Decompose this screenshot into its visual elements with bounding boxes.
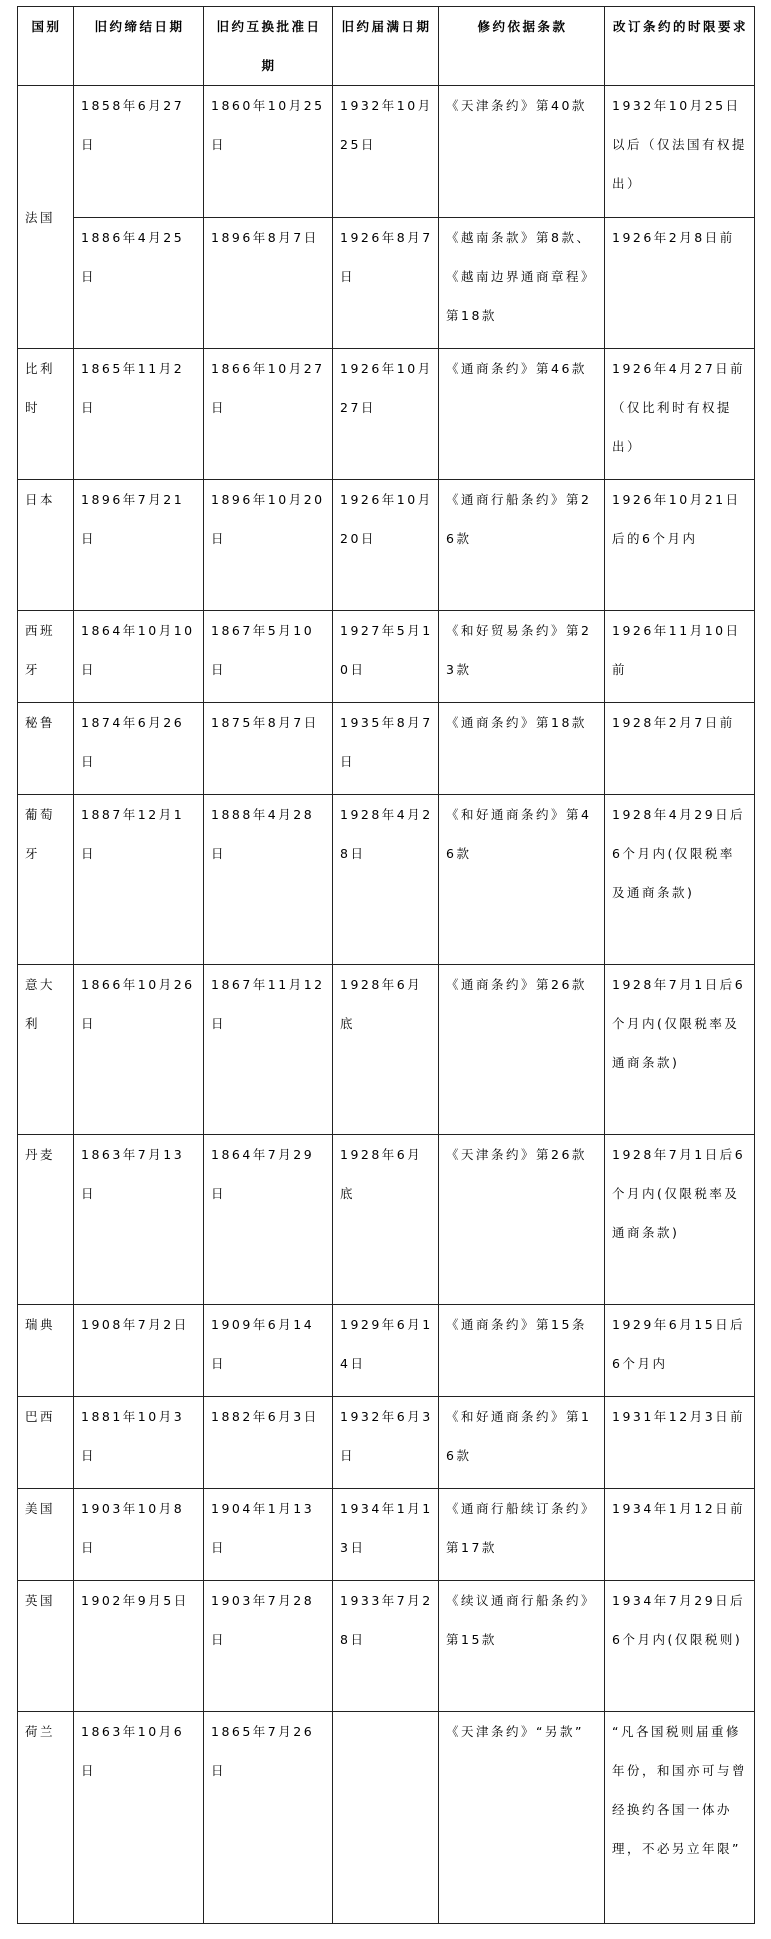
table-row [18,965,755,1135]
cell-country: 西班牙 [18,611,74,703]
cell-clause: 《通商行船续订条约》第17款 [439,1489,605,1581]
cell-clause: 《和好通商条约》第16款 [439,1397,605,1489]
cell-country: 日本 [18,480,74,611]
cell-expires: 1926年8月7日 [333,218,439,349]
table-row [18,349,755,480]
cell-expires: 1935年8月7日 [333,703,439,795]
header-ratified: 旧约互换批准日期 [204,7,333,86]
cell-expires: 1932年6月3日 [333,1397,439,1489]
header-signed: 旧约缔结日期 [74,7,204,86]
table-row [18,1305,755,1397]
cell-clause: 《通商行船条约》第26款 [439,480,605,611]
cell-expires: 1932年10月25日 [333,86,439,218]
cell-country: 葡萄牙 [18,795,74,965]
cell-ratified: 1864年7月29日 [204,1135,333,1305]
treaty-table [17,6,755,1924]
cell-deadline: 1926年2月8日前 [605,218,755,349]
cell-expires: 1929年6月14日 [333,1305,439,1397]
cell-signed: 1896年7月21日 [74,480,204,611]
cell-clause: 《通商条约》第26款 [439,965,605,1135]
cell-country: 意大利 [18,965,74,1135]
cell-deadline: 1928年7月1日后6个月内(仅限税率及通商条款) [605,1135,755,1305]
table-row [18,703,755,795]
table-row [18,795,755,965]
cell-clause: 《天津条约》“另款” [439,1712,605,1924]
cell-clause: 《越南条款》第8款、《越南边界通商章程》第18款 [439,218,605,349]
cell-deadline: 1928年4月29日后6个月内(仅限税率及通商条款) [605,795,755,965]
cell-ratified: 1904年1月13日 [204,1489,333,1581]
cell-expires: 1926年10月27日 [333,349,439,480]
cell-ratified: 1896年8月7日 [204,218,333,349]
cell-clause: 《和好通商条约》第46款 [439,795,605,965]
cell-ratified: 1875年8月7日 [204,703,333,795]
cell-clause: 《通商条约》第46款 [439,349,605,480]
header-expires: 旧约届满日期 [333,7,439,86]
cell-country: 巴西 [18,1397,74,1489]
cell-deadline: 1926年11月10日前 [605,611,755,703]
cell-clause: 《通商条约》第15条 [439,1305,605,1397]
cell-signed: 1902年9月5日 [74,1581,204,1712]
cell-ratified: 1888年4月28日 [204,795,333,965]
cell-country: 法国 [18,86,74,349]
cell-signed: 1903年10月8日 [74,1489,204,1581]
cell-deadline: 1931年12月3日前 [605,1397,755,1489]
table-row [18,1581,755,1712]
cell-expires: 1928年6月底 [333,1135,439,1305]
cell-signed: 1887年12月1日 [74,795,204,965]
table-row [18,1397,755,1489]
cell-expires: 1927年5月10日 [333,611,439,703]
cell-country: 丹麦 [18,1135,74,1305]
table-row [18,218,755,349]
cell-signed: 1865年11月2日 [74,349,204,480]
cell-ratified: 1903年7月28日 [204,1581,333,1712]
cell-country: 秘鲁 [18,703,74,795]
table-row [18,1135,755,1305]
cell-ratified: 1909年6月14日 [204,1305,333,1397]
cell-clause: 《通商条约》第18款 [439,703,605,795]
cell-signed: 1858年6月27日 [74,86,204,218]
cell-ratified: 1866年10月27日 [204,349,333,480]
cell-ratified: 1896年10月20日 [204,480,333,611]
cell-signed: 1886年4月25日 [74,218,204,349]
header-country: 国别 [18,7,74,86]
cell-ratified: 1865年7月26日 [204,1712,333,1924]
cell-deadline: 1928年2月7日前 [605,703,755,795]
cell-deadline: 1929年6月15日后6个月内 [605,1305,755,1397]
cell-country: 英国 [18,1581,74,1712]
header-deadline: 改订条约的时限要求 [605,7,755,86]
cell-deadline: 1932年10月25日以后（仅法国有权提出） [605,86,755,218]
cell-expires: 1928年4月28日 [333,795,439,965]
cell-country: 荷兰 [18,1712,74,1924]
cell-ratified: 1867年5月10日 [204,611,333,703]
table-row [18,1489,755,1581]
cell-signed: 1908年7月2日 [74,1305,204,1397]
table-row [18,480,755,611]
cell-deadline: 1926年4月27日前（仅比利时有权提出） [605,349,755,480]
cell-signed: 1863年10月6日 [74,1712,204,1924]
table-row [18,86,755,218]
cell-country: 美国 [18,1489,74,1581]
cell-country: 瑞典 [18,1305,74,1397]
cell-clause: 《天津条约》第40款 [439,86,605,218]
cell-signed: 1881年10月3日 [74,1397,204,1489]
cell-ratified: 1867年11月12日 [204,965,333,1135]
cell-signed: 1863年7月13日 [74,1135,204,1305]
cell-signed: 1866年10月26日 [74,965,204,1135]
cell-deadline: 1934年1月12日前 [605,1489,755,1581]
cell-clause: 《和好贸易条约》第23款 [439,611,605,703]
cell-expires: 1933年7月28日 [333,1581,439,1712]
cell-deadline: 1928年7月1日后6个月内(仅限税率及通商条款) [605,965,755,1135]
cell-expires: 1926年10月20日 [333,480,439,611]
cell-ratified: 1882年6月3日 [204,1397,333,1489]
cell-country: 比利时 [18,349,74,480]
cell-signed: 1874年6月26日 [74,703,204,795]
cell-signed: 1864年10月10日 [74,611,204,703]
cell-expires: 1928年6月底 [333,965,439,1135]
cell-ratified: 1860年10月25日 [204,86,333,218]
cell-expires: 1934年1月13日 [333,1489,439,1581]
cell-deadline: 1926年10月21日后的6个月内 [605,480,755,611]
cell-expires [333,1712,439,1924]
cell-clause: 《天津条约》第26款 [439,1135,605,1305]
table-row [18,1712,755,1924]
header-row [18,7,755,86]
cell-clause: 《续议通商行船条约》第15款 [439,1581,605,1712]
cell-deadline: 1934年7月29日后6个月内(仅限税则) [605,1581,755,1712]
table-row [18,611,755,703]
header-clause: 修约依据条款 [439,7,605,86]
cell-deadline: “凡各国税则届重修年份，和国亦可与曾经换约各国一体办理，不必另立年限” [605,1712,755,1924]
